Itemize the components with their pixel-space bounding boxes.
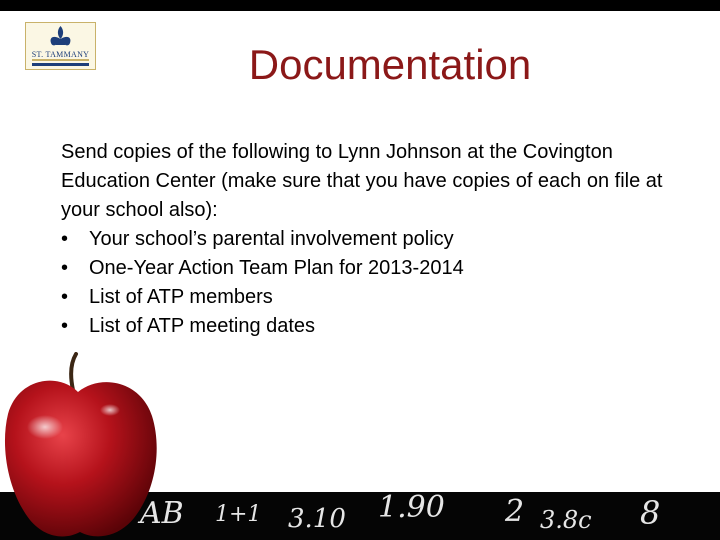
- list-item-text: List of ATP meeting dates: [89, 315, 316, 337]
- bullet-icon: •: [61, 257, 69, 279]
- bullet-icon: •: [61, 315, 69, 337]
- chalk-text: 3.10: [288, 504, 346, 534]
- top-bar: [0, 0, 720, 11]
- intro-paragraph: Send copies of the following to Lynn Johnson at the Covington Education Center (make sure that you have copies of each on file at your school also):: [61, 141, 663, 221]
- chalk-text: 8: [640, 494, 661, 532]
- chalk-text: 2: [505, 494, 525, 529]
- chalk-text: AB: [140, 496, 184, 531]
- bullet-icon: •: [61, 228, 69, 250]
- chalk-text: 1+1: [215, 502, 262, 527]
- list-item: [61, 312, 681, 341]
- list-item-text: One-Year Action Team Plan for 2013-2014: [89, 257, 464, 279]
- slide-title: Documentation: [248, 41, 532, 88]
- list-item-text: Your school’s parental involvement policy: [89, 228, 454, 250]
- chalk-text: 1.90: [378, 492, 445, 525]
- list-item: [61, 254, 681, 283]
- logo-text: ST. TAMMANY: [31, 50, 90, 59]
- list-item-text: List of ATP members: [89, 286, 273, 308]
- fleur-de-lis-icon: [26, 23, 95, 69]
- school-logo: [25, 22, 96, 70]
- apple-icon: [0, 352, 170, 540]
- bullet-icon: •: [61, 286, 69, 308]
- list-item: [61, 225, 681, 254]
- bullet-list: [61, 225, 681, 341]
- slide-body: [61, 138, 681, 341]
- chalk-text: 3.8c: [540, 506, 592, 534]
- list-item: [61, 283, 681, 312]
